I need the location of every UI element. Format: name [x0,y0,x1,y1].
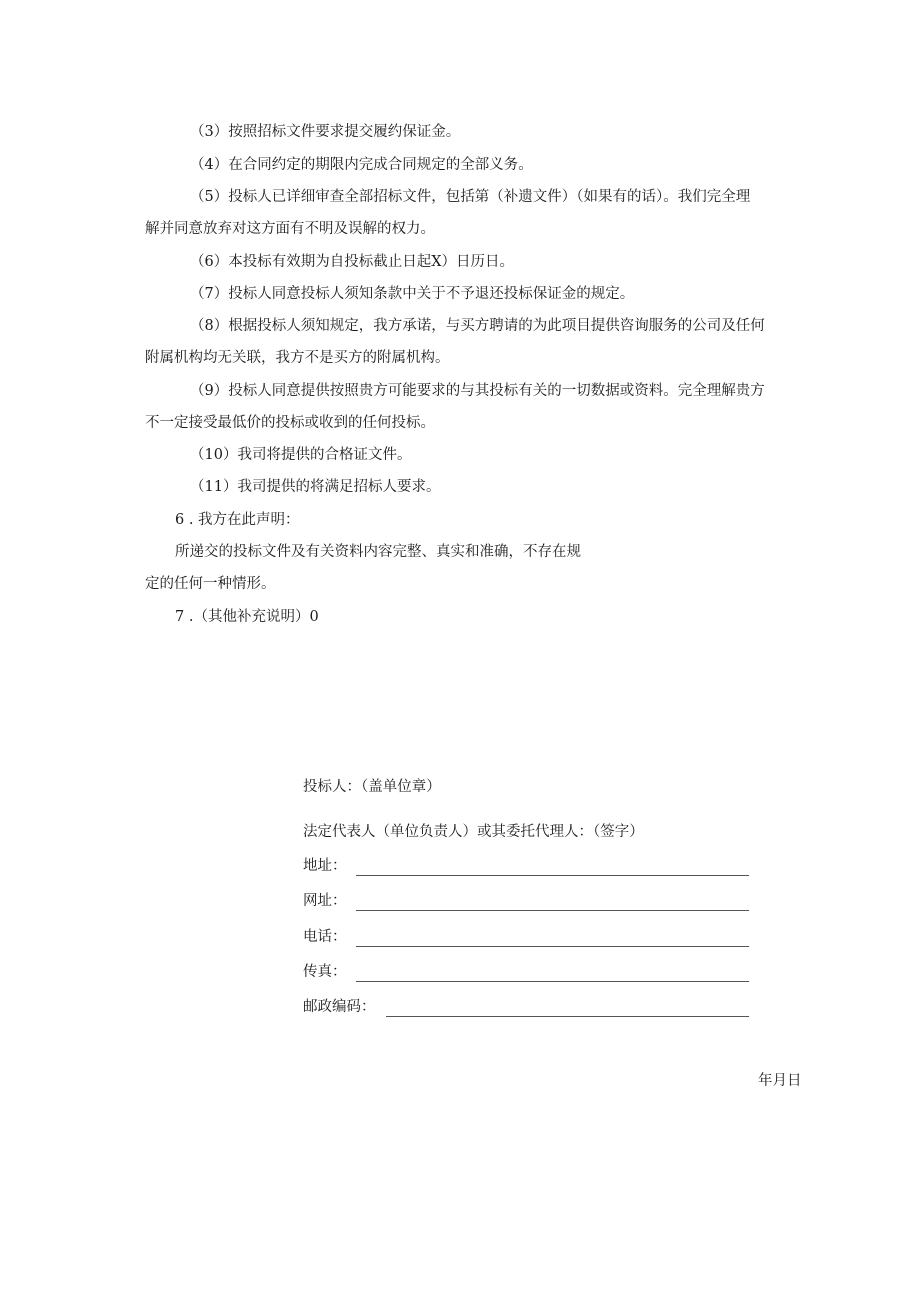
paragraph-7: （7）投标人同意投标人须知条款中关于不予退还投标保证金的规定。 [190,286,635,302]
address-label: 地址： [303,858,347,874]
paragraph-10: （10）我司将提供的合格证文件。 [190,447,412,463]
paragraph-8-line-1: （8）根据投标人须知规定，我方承诺，与买方聘请的为此项目提供咨询服务的公司及任何 [190,318,765,334]
phone-label: 电话： [303,929,347,945]
website-line [356,910,749,911]
date-line: 年月日 [758,1073,802,1089]
website-field [303,891,749,913]
section-6-text-line-1: 所递交的投标文件及有关资料内容完整、真实和准确，不存在规 [175,544,581,560]
address-field [303,856,749,878]
postcode-line [386,1016,749,1017]
bidder-seal-label: 投标人：（盖单位章） [303,779,441,795]
address-line [356,875,749,876]
paragraph-4: （4）在合同约定的期限内完成合同规定的全部义务。 [190,157,533,173]
fax-line [356,981,749,982]
fax-field [303,962,749,984]
section-7-heading: 7 .（其他补充说明）0 [175,609,319,625]
paragraph-5-line-2: 解并同意放弃对这方面有不明及误解的权力。 [145,221,435,237]
representative-signature-label: 法定代表人（单位负责人）或其委托代理人：（签字） [303,824,644,840]
paragraph-5-line-1: （5）投标人已详细审查全部招标文件，包括第（补遗文件）（如果有的话）。我们完全理 [190,189,751,205]
paragraph-9-line-1: （9）投标人同意提供按照贵方可能要求的与其投标有关的一切数据或资料。完全理解贵方 [190,383,765,399]
postcode-label: 邮政编码： [303,999,376,1015]
section-6-text-line-2: 定的任何一种情形。 [145,576,276,592]
section-6-heading: 6 . 我方在此声明： [175,512,300,528]
paragraph-8-line-2: 附属机构均无关联，我方不是买方的附属机构。 [145,350,450,366]
phone-line [356,946,749,947]
postcode-field [303,997,749,1019]
website-label: 网址： [303,893,347,909]
paragraph-6: （6）本投标有效期为自投标截止日起X）日历日。 [190,254,515,270]
paragraph-11: （11）我司提供的将满足招标人要求。 [190,479,441,495]
paragraph-9-line-2: 不一定接受最低价的投标或收到的任何投标。 [145,415,435,431]
phone-field [303,927,749,949]
paragraph-3: （3）按照招标文件要求提交履约保证金。 [190,124,461,140]
fax-label: 传真： [303,964,347,980]
